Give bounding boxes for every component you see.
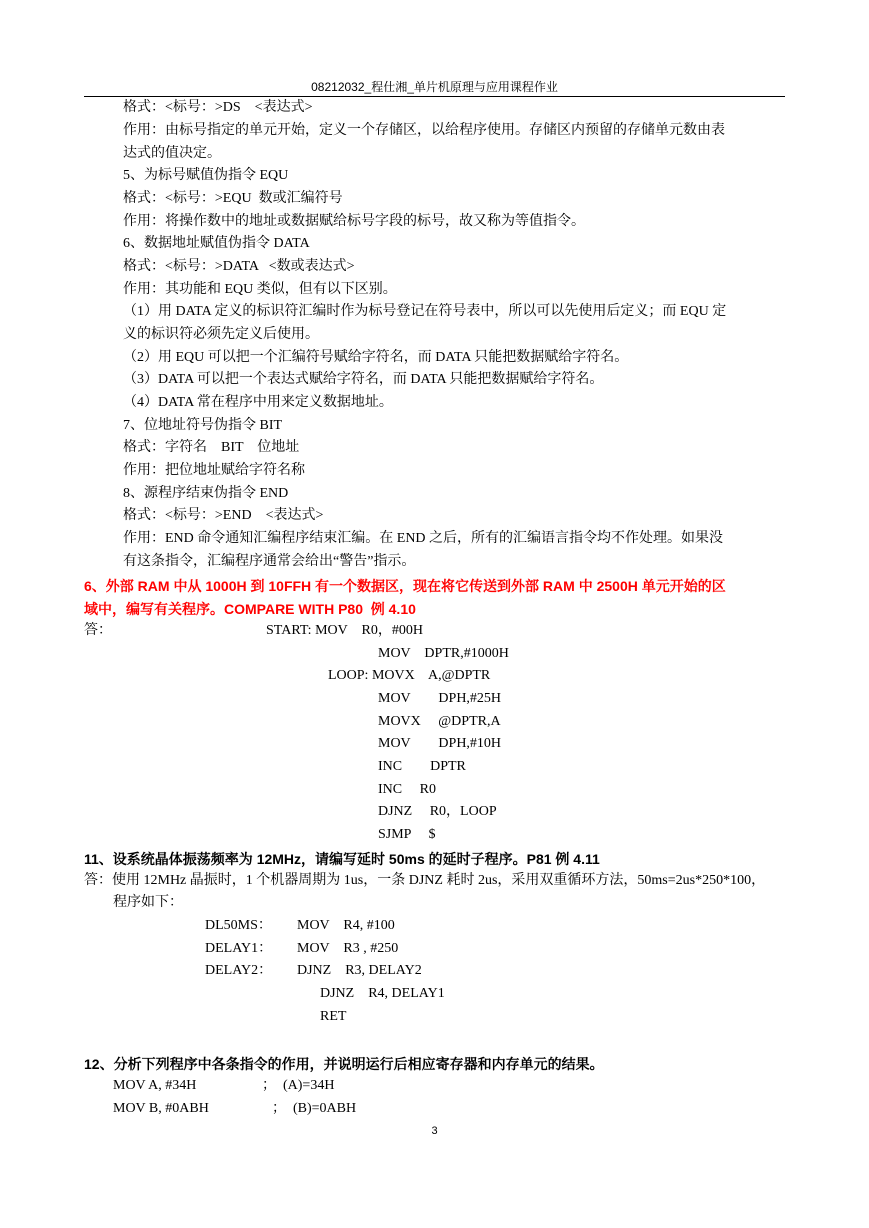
text-line: 有这条指令，汇编程序通常会给出“警告”指示。	[123, 554, 416, 569]
text-line: 作用：其功能和 EQU 类似，但有以下区别。	[123, 282, 397, 297]
text-line: 格式：<标号：>DATA <数或表达式>	[123, 259, 355, 274]
code-line: LOOP: MOVX A,@DPTR	[328, 668, 491, 683]
text-line: （1）用 DATA 定义的标识符汇编时作为标号登记在符号表中，所以可以先使用后定义；而 EQU 定	[123, 304, 727, 319]
code-line: MOV R3 , #250	[297, 941, 399, 956]
code-line: RET	[320, 1009, 347, 1024]
code-line: MOV A, #34H	[113, 1078, 197, 1093]
text-line: （2）用 EQU 可以把一个汇编符号赋给字符名，而 DATA 只能把数据赋给字符名。	[123, 350, 629, 365]
code-comment: ； (A)=34H	[262, 1078, 335, 1093]
text-line: （4）DATA 常在程序中用来定义数据地址。	[123, 395, 393, 410]
page-number: 3	[431, 1125, 438, 1137]
answer-text: 程序如下：	[113, 895, 183, 910]
answer-text: 答：使用 12MHz 晶振时，1 个机器周期为 1us，一条 DJNZ 耗时 2us，采用双重循环方法，50ms=2us*250*100，	[84, 873, 766, 888]
text-line: 格式：<标号：>END <表达式>	[123, 508, 324, 523]
code-comment: ； (B)=0ABH	[272, 1101, 357, 1116]
text-line: 义的标识符必须先定义后使用。	[123, 327, 319, 342]
section-heading: 6、数据地址赋值伪指令 DATA	[123, 236, 310, 251]
code-line: MOV DPH,#10H	[378, 736, 502, 751]
code-line: MOVX @DPTR,A	[378, 714, 501, 729]
section-heading: 7、位地址符号伪指令 BIT	[123, 418, 283, 433]
question-12-title: 12、分析下列程序中各条指令的作用，并说明运行后相应寄存器和内存单元的结果。	[84, 1056, 604, 1072]
code-line: INC DPTR	[378, 759, 466, 774]
section-heading: 8、源程序结束伪指令 END	[123, 486, 289, 501]
text-line: 作用：END 命令通知汇编程序结束汇编。在 END 之后，所有的汇编语言指令均不作处理。如果没	[123, 531, 724, 546]
code-line: MOV B, #0ABH	[113, 1101, 209, 1116]
answer-label: 答：	[84, 623, 112, 638]
text-line: 作用：将操作数中的地址或数据赋给标号字段的标号，故又称为等值指令。	[123, 214, 585, 229]
code-label: DELAY1：	[205, 941, 273, 956]
text-line: 格式：<标号：>DS <表达式>	[123, 100, 313, 115]
code-label: DELAY2：	[205, 963, 273, 978]
text-line: 格式：<标号：>EQU 数或汇编符号	[123, 191, 343, 206]
section-heading: 5、为标号赋值伪指令 EQU	[123, 168, 289, 183]
text-line: 格式：字符名 BIT 位地址	[123, 440, 300, 455]
question-6-title-cont: 域中，编写有关程序。COMPARE WITH P80 例 4.10	[84, 601, 416, 617]
question-11-title: 11、设系统晶体振荡频率为 12MHz，请编写延时 50ms 的延时子程序。P81 例 4.11	[84, 851, 600, 867]
header-divider	[84, 96, 785, 97]
code-line: DJNZ R0，LOOP	[378, 804, 497, 819]
code-line: DJNZ R4, DELAY1	[320, 986, 445, 1001]
code-line: INC R0	[378, 782, 436, 797]
code-line: SJMP $	[378, 827, 436, 842]
text-line: （3）DATA 可以把一个表达式赋给字符名，而 DATA 只能把数据赋给字符名。	[123, 372, 604, 387]
code-label: DL50MS：	[205, 918, 272, 933]
question-6-title: 6、外部 RAM 中从 1000H 到 10FFH 有一个数据区，现在将它传送到外部 RAM 中 2500H 单元开始的区	[84, 578, 726, 594]
code-line: START: MOV R0，#00H	[266, 623, 423, 638]
code-line: MOV DPTR,#1000H	[378, 646, 509, 661]
text-line: 作用：由标号指定的单元开始，定义一个存储区，以给程序使用。存储区内预留的存储单元数由表	[123, 123, 725, 138]
text-line: 作用：把位地址赋给字符名称	[123, 463, 305, 478]
code-line: DJNZ R3, DELAY2	[297, 963, 422, 978]
code-line: MOV DPH,#25H	[378, 691, 502, 706]
text-line: 达式的值决定。	[123, 146, 221, 161]
code-line: MOV R4, #100	[297, 918, 395, 933]
page-header: 08212032_程仕湘_单片机原理与应用课程作业	[311, 80, 558, 94]
